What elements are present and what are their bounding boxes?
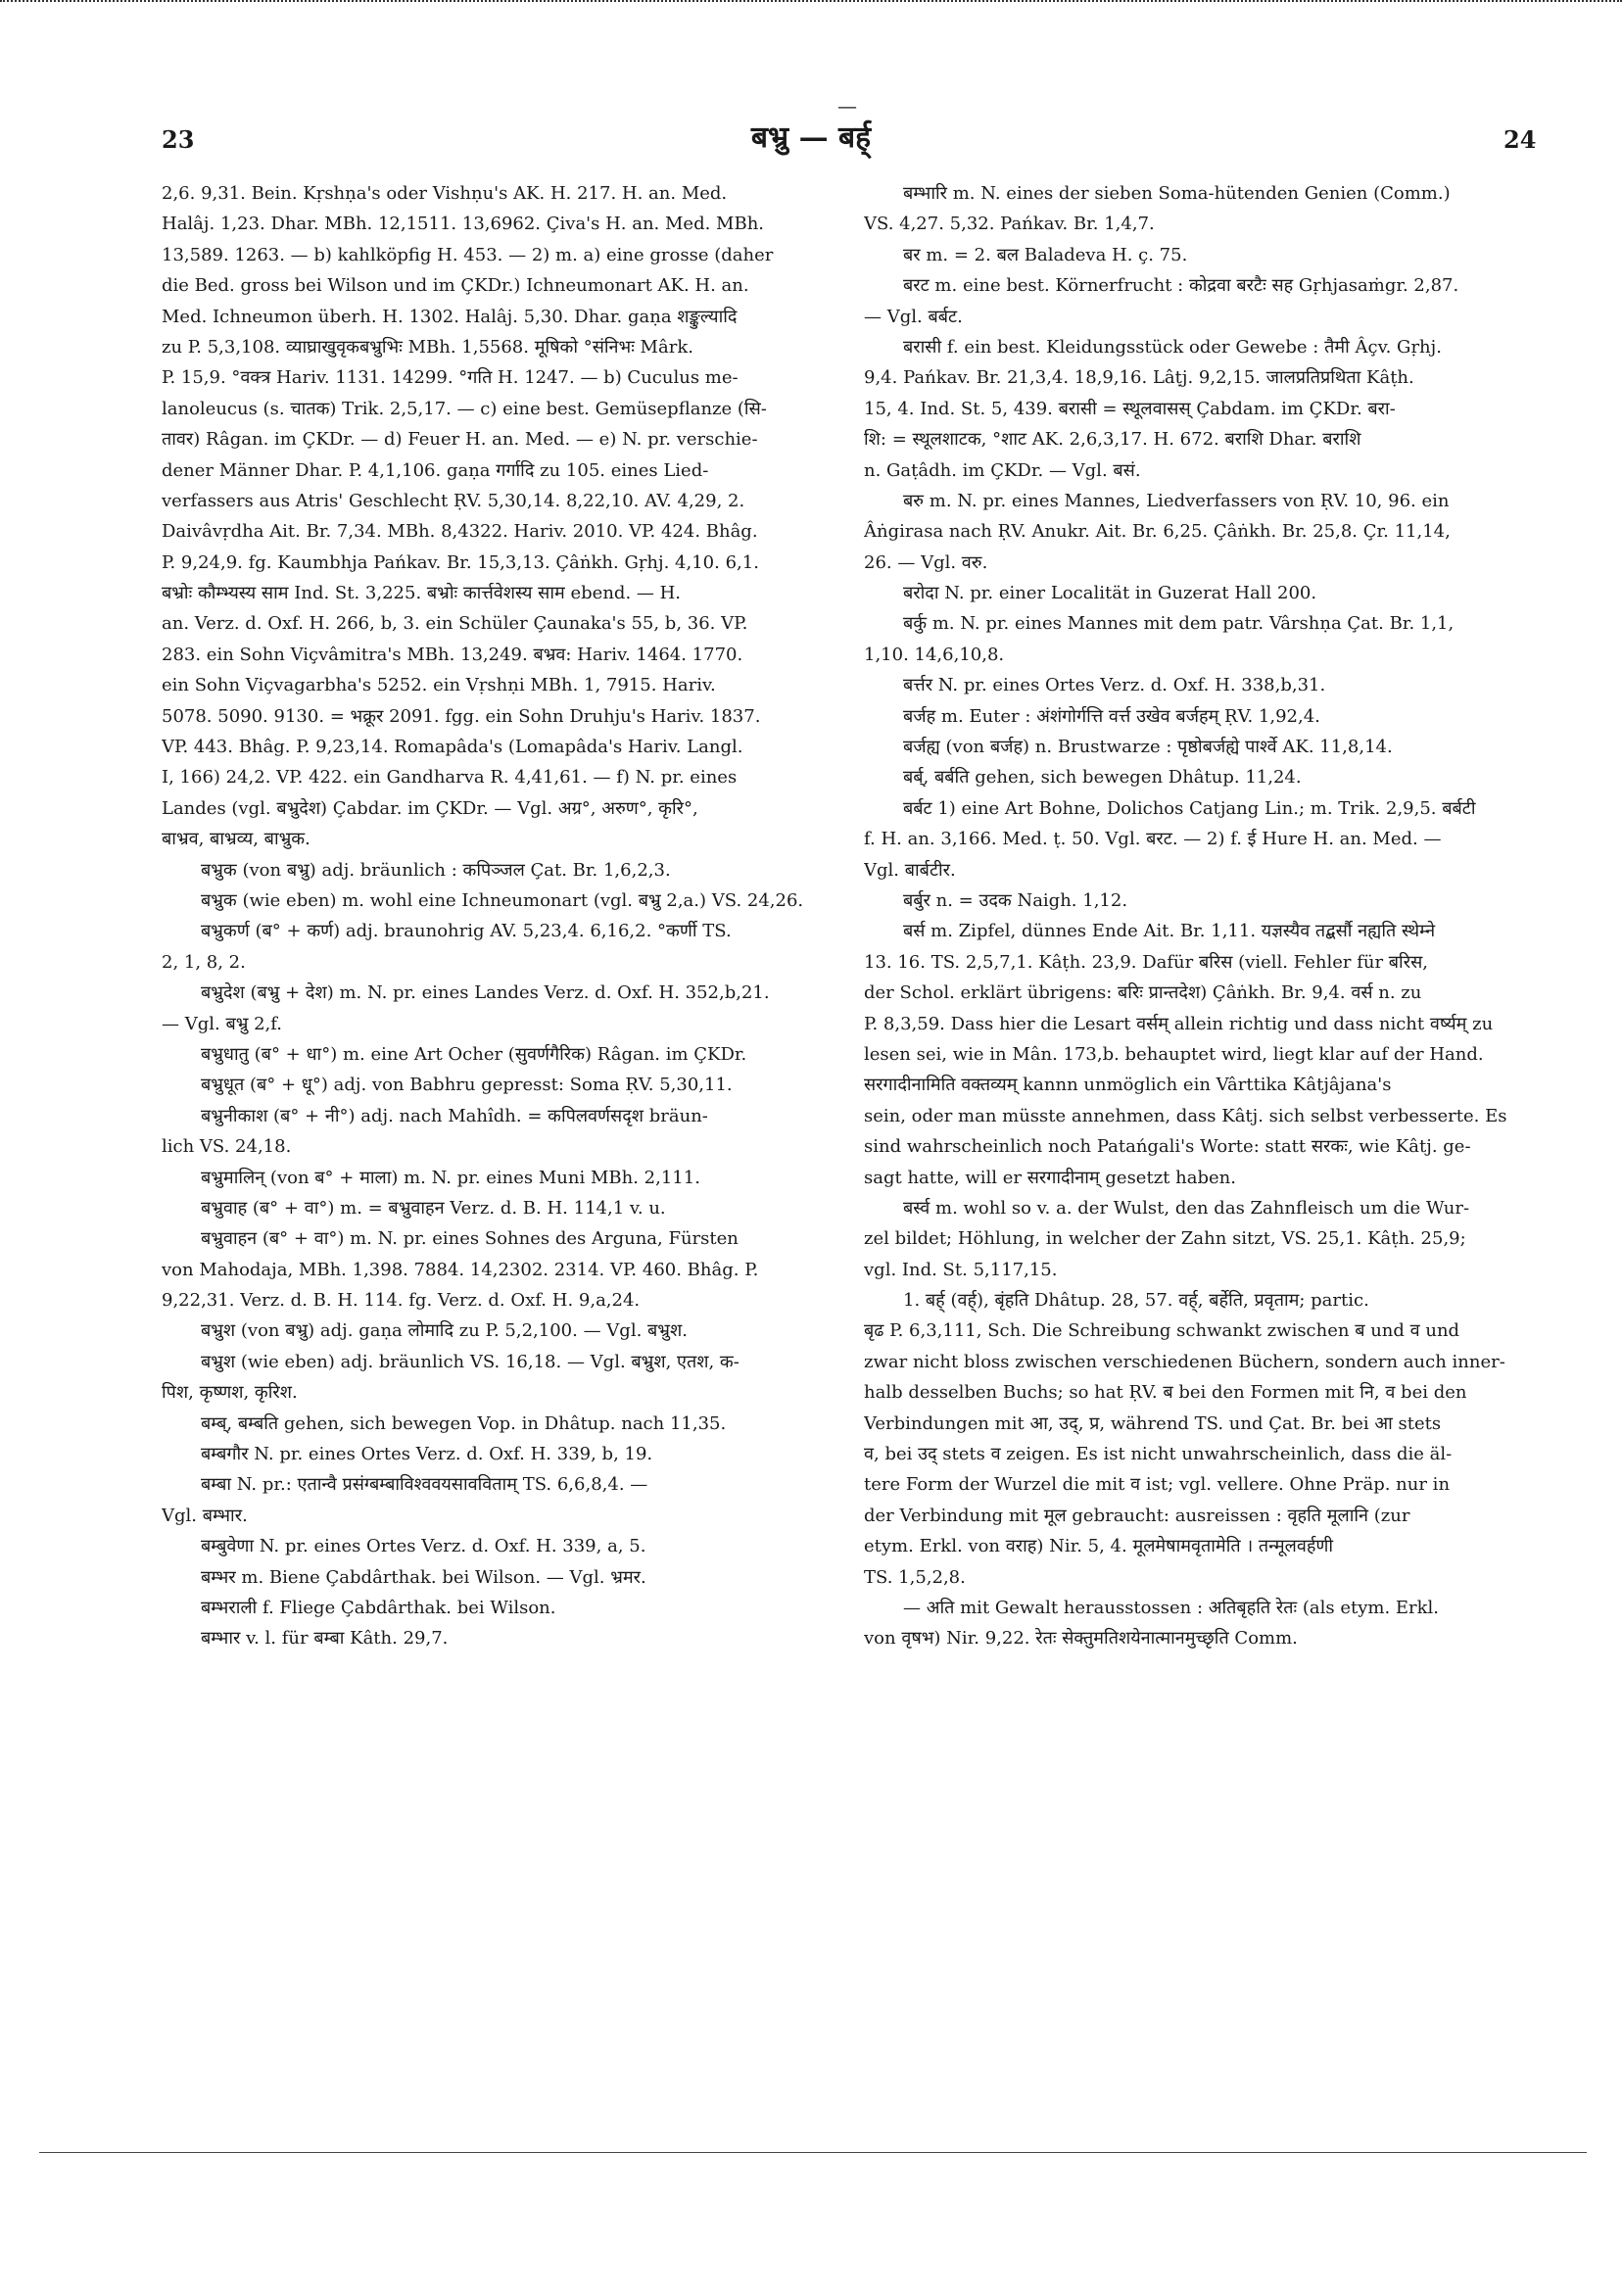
text-line: बर्जह्य (von बर्जह) n. Brustwarze : पृष्ठोबर्जह्ये पार्श्वे AK. 11,8,14. [903,737,1393,758]
text-line: P. 8,3,59. Dass hier die Lesart वर्सम् allein richtig und dass nicht वर्ष्यम् zu [864,1013,1494,1034]
text-line: von Mahodaja, MBh. 1,398. 7884. 14,2302. 2314. VP. 460. Bhâg. P. [162,1259,759,1280]
text-line: 2, 1, 8, 2. [162,951,246,973]
top-border [0,0,1622,12]
text-line: 283. ein Sohn Viçvâmitra's MBh. 13,249. बभ्रव: Hariv. 1464. 1770. [162,644,743,665]
text-line: lich VS. 24,18. [162,1136,292,1158]
text-line: Landes (vgl. बभ्रुदेश) Çabdar. im ÇKDr. — Vgl. अग्र°, अरुण°, कृरि°, [162,797,698,819]
text-line: बर्त्तर N. pr. eines Ortes Verz. d. Oxf. H. 338,b,31. [903,675,1326,696]
text-line: P. 15,9. °वक्त्र Hariv. 1131. 14299. °गति H. 1247. — b) Cuculus me- [162,367,739,389]
text-line: बर्जह m. Euter : अंशंगोर्गत्ति वर्त्त उखेव बर्जहम् ṚV. 1,92,4. [903,705,1320,727]
text-line: TS. 1,5,2,8. [864,1566,966,1588]
text-line: बर m. = 2. बल Baladeva H. ç. 75. [903,244,1188,265]
text-line: n. Gaṭâdh. im ÇKDr. — Vgl. बसं. [864,459,1141,481]
text-line: dener Männer Dhar. P. 4,1,106. gaṇa गर्गादि zu 105. eines Lied- [162,459,709,481]
text-line: बर्स्व m. wohl so v. a. der Wulst, den das Zahnfleisch um die Wur- [903,1197,1470,1219]
text-line: बभ्रुश (von बभ्रु) adj. gaṇa लोमादि zu P. 5,2,100. — Vgl. बभ्रुश. [201,1320,688,1342]
text-line: बम्बगौर N. pr. eines Ortes Verz. d. Oxf. H. 339, b, 19. [201,1444,653,1465]
text-line: शि: = स्थूलशाटक, °शाट AK. 2,6,3,17. H. 672. बराशि Dhar. बराशि [864,429,1361,451]
text-line: halb desselben Buchs; so hat ṚV. ब bei den Formen mit नि, व bei den [864,1382,1467,1404]
text-line: I, 166) 24,2. VP. 422. ein Gandharva R. 4,41,61. — f) N. pr. eines [162,767,738,789]
text-line: बर्ब्, बर्बति gehen, sich bewegen Dhâtup. 11,24. [903,767,1302,789]
text-line: zel bildet; Höhlung, in welcher der Zahn sitzt, VS. 25,1. Kâṭh. 25,9; [864,1228,1466,1250]
text-line: तावर) Râgan. im ÇKDr. — d) Feuer H. an. Med. — e) N. pr. verschie- [162,429,758,451]
text-line: die Bed. gross bei Wilson und im ÇKDr.) Ichneumonart AK. H. an. [162,275,749,297]
text-line: बम्बुवेणा N. pr. eines Ortes Verz. d. Oxf. H. 339, a, 5. [201,1536,646,1557]
text-line: Halâj. 1,23. Dhar. MBh. 12,1511. 13,6962. Çiva's H. an. Med. MBh. [162,214,765,235]
page-number-left: 23 [162,125,195,154]
text-line: 1,10. 14,6,10,8. [864,644,1005,665]
text-line: — अति mit Gewalt herausstossen : अतिबृहति रेतः (als etym. Erkl. [903,1597,1440,1618]
text-line: P. 9,24,9. fg. Kaumbhja Pańkav. Br. 15,3,13. Çâṅkh. Gṛhj. 4,10. 6,1. [162,551,759,573]
text-line: 13,589. 1263. — b) kahlköpfig H. 453. — 2) m. a) eine grosse (daher [162,244,774,265]
text-line: बम्भार v. l. für बम्बा Kâth. 29,7. [201,1628,449,1650]
text-line: बभ्रोः कौम्भ्यस्य साम Ind. St. 3,225. बभ्रोः कार्त्तवेशस्य साम ebend. — H. [162,583,682,604]
text-line: lanoleucus (s. चातक) Trik. 2,5,17. — c) eine best. Gemüsepflanze (सि- [162,398,767,419]
right-column [864,178,1540,1654]
text-line: sind wahrscheinlich noch Patańgali's Worte: statt सरकः, wie Kâtj. ge- [864,1136,1471,1158]
header-mark: — [837,94,857,118]
text-line: lesen sei, wie in Mân. 173,b. behauptet wird, liegt klar auf der Hand. [864,1043,1484,1065]
text-line: बरु m. N. pr. eines Mannes, Liedverfassers von ṚV. 10, 96. ein [903,490,1450,511]
text-line: tere Form der Wurzel die mit व ist; vgl. vellere. Ohne Präp. nur in [864,1474,1451,1496]
page-number-right: 24 [1503,125,1537,154]
text-line: etym. Erkl. von वराह) Nir. 5, 4. मूलमेषामवृतामेति । तन्मूलवर्हणी [864,1536,1334,1557]
text-line: बृढ P. 6,3,111, Sch. Die Schreibung schwankt zwischen ब und व und [864,1320,1460,1342]
text-line: Med. Ichneumon überh. H. 1302. Halâj. 5,30. Dhar. gaṇa शङ्कुल्यादि [162,306,738,327]
text-line: बम्भराली f. Fliege Çabdârthak. bei Wilson. [201,1597,556,1618]
text-line: 2,6. 9,31. Bein. Kṛshṇa's oder Vishṇu's AK. H. 217. H. an. Med. [162,183,728,204]
text-line: बरासी f. ein best. Kleidungsstück oder Gewebe : तैमी Âçv. Gṛhj. [903,336,1442,358]
text-line: — Vgl. बभ्रु 2,f. [162,1013,283,1034]
text-line: बभ्रुधूत (ब° + धू°) adj. von Babhru gepresst: Soma ṚV. 5,30,11. [201,1075,733,1096]
text-line: बम्ब्, बम्बति gehen, sich bewegen Vop. in Dhâtup. nach 11,35. [201,1412,727,1434]
text-line: बभ्रुक (von बभ्रु) adj. bräunlich : कपिञ्जल Çat. Br. 1,6,2,3. [201,859,671,881]
text-line: sein, oder man müsste annehmen, dass Kâtj. sich selbst verbesserte. Es [864,1105,1507,1126]
text-line: Daivâvṛdha Ait. Br. 7,34. MBh. 8,4322. Hariv. 2010. VP. 424. Bhâg. [162,521,758,543]
text-line: 15, 4. Ind. St. 5, 439. बरासी = स्थूलवासस् Çabdam. im ÇKDr. बरा- [864,398,1396,419]
text-line: बम्भर m. Biene Çabdârthak. bei Wilson. — Vgl. भ्रमर. [201,1566,646,1588]
text-line: VS. 4,27. 5,32. Pańkav. Br. 1,4,7. [864,214,1155,235]
text-line: 26. — Vgl. वरु. [864,551,988,573]
text-line: 5078. 5090. 9130. = भक्रूर 2091. fgg. ein Sohn Druhju's Hariv. 1837. [162,705,761,727]
text-line: 9,4. Pańkav. Br. 21,3,4. 18,9,16. Lâṭj. 9,2,15. जालप्रतिप्रथिता Kâṭh. [864,367,1414,389]
text-line: vgl. Ind. St. 5,117,15. [864,1259,1058,1280]
text-line: बभ्रुवाह (ब° + वा°) m. = बभ्रुवाहन Verz. d. B. H. 114,1 v. u. [201,1197,666,1219]
text-line: बरट m. eine best. Körnerfrucht : कोद्रवा बरटैः सह Gṛhjasaṁgr. 2,87. [903,275,1459,297]
text-line: बभ्रुकर्ण (ब° + कर्ण) adj. braunohrig AV. 5,23,4. 6,16,2. °कर्णी TS. [201,921,732,942]
text-line: बर्कु m. N. pr. eines Mannes mit dem patr. Vârshṇa Çat. Br. 1,1, [903,613,1455,635]
text-line: 13. 16. TS. 2,5,7,1. Kâṭh. 23,9. Dafür बरिस (viell. Fehler für बरिस, [864,951,1428,973]
text-line: बभ्रुनीकाश (ब° + नी°) adj. nach Mahîdh. = कपिलवर्णसदृश bräun- [201,1105,708,1126]
text-line: — Vgl. बर्बट. [864,306,963,327]
text-line: सरगादीनामिति वक्तव्यम् kannn unmöglich ein Vârttika Kâtjâjana's [864,1075,1392,1096]
text-line: व, bei उद् stets व zeigen. Es ist nicht unwahrscheinlich, dass die äl- [864,1444,1453,1465]
text-line: बर्स m. Zipfel, dünnes Ende Ait. Br. 1,11. यज्ञस्यैव तद्बर्सौ नह्यति स्थेम्ने [903,921,1436,942]
footer-rule [39,2152,1587,2153]
text-line: 9,22,31. Verz. d. B. H. 114. fg. Verz. d. Oxf. H. 9,a,24. [162,1290,641,1312]
left-column [162,178,837,1654]
text-line: verfassers aus Atris' Geschlecht ṚV. 5,30,14. 8,22,10. AV. 4,29, 2. [162,490,745,511]
text-line: Verbindungen mit आ, उद्, प्र, während TS. und Çat. Br. bei आ stets [864,1412,1442,1434]
text-line: बभ्रुक (wie eben) m. wohl eine Ichneumonart (vgl. बभ्रु 2,a.) VS. 24,26. [201,889,804,911]
text-line: der Verbindung mit मूल gebraucht: ausreissen : वृहति मूलानि (zur [864,1505,1410,1526]
text-line: बभ्रुश (wie eben) adj. bräunlich VS. 16,18. — Vgl. बभ्रुश, एतश, क- [201,1351,739,1372]
text-line: बरोदा N. pr. einer Localität in Guzerat Hall 200. [903,583,1317,604]
text-line: an. Verz. d. Oxf. H. 266, b, 3. ein Schüler Çaunaka's 55, b, 36. VP. [162,613,748,635]
text-line: बाभ्रव, बाभ्रव्य, बाभ्रुक. [162,829,310,850]
text-line: zu P. 5,3,108. व्याघ्राखुवृकबभ्रुभिः MBh. 1,5568. मूषिको °संनिभः Mârk. [162,336,693,358]
text-line: ein Sohn Viçvagarbha's 5252. ein Vṛshṇi MBh. 1, 7915. Hariv. [162,675,716,696]
text-line: बम्बा N. pr.: एतान्वै प्रसंग्बम्बाविश्ववयसावविताम् TS. 6,6,8,4. — [201,1474,648,1496]
text-line: Vgl. बम्भार. [162,1505,248,1526]
text-line: बभ्रुमालिन् (von ब° + माला) m. N. pr. eines Muni MBh. 2,111. [201,1167,700,1188]
text-line: Âṅgirasa nach ṚV. Anukr. Ait. Br. 6,25. Çâṅkh. Br. 25,8. Çr. 11,14, [864,521,1451,543]
text-line: f. H. an. 3,166. Med. ṭ. 50. Vgl. बरट. — 2) f. ई Hure H. an. Med. — [864,829,1442,850]
text-line: बभ्रुदेश (बभ्रु + देश) m. N. pr. eines Landes Verz. d. Oxf. H. 352,b,21. [201,982,770,1004]
text-line: sagt hatte, will er सरगादीनाम् gesetzt haben. [864,1167,1236,1188]
text-line: zwar nicht bloss zwischen verschiedenen Büchern, sondern auch inner- [864,1351,1505,1372]
text-line: बभ्रुधातु (ब° + धा°) m. eine Art Ocher (सुवर्णगैरिक) Râgan. im ÇKDr. [201,1043,747,1065]
text-line: बम्भारि m. N. eines der sieben Soma-hütenden Genien (Comm.) [903,183,1451,204]
text-line: der Schol. erklärt übrigens: बरिः प्रान्तदेश) Çâṅkh. Br. 9,4. वर्स n. zu [864,982,1422,1004]
text-line: von वृषभ) Nir. 9,22. रेतः सेक्तुमतिशयेनात्मानमुच्छृति Comm. [864,1628,1298,1650]
text-line: Vgl. बार्बटीर. [864,859,956,881]
text-line: पिश, कृष्णश, कृरिश. [162,1382,298,1404]
text-line: बर्बुर n. = उदक Naigh. 1,12. [903,889,1128,911]
text-line: बभ्रुवाहन (ब° + वा°) m. N. pr. eines Sohnes des Arguna, Fürsten [201,1228,739,1250]
text-line: 1. बर्ह् (वर्ह्), बृंहति Dhâtup. 28, 57. वर्ह्, बर्हेति, प्रवृताम; partic. [903,1290,1369,1312]
running-head: बभ्रु — बर्ह् [750,120,872,155]
text-line: बर्बट 1) eine Art Bohne, Dolichos Catjang Lin.; m. Trik. 2,9,5. बर्बटी [903,797,1476,819]
text-line: VP. 443. Bhâg. P. 9,23,14. Romapâda's (Lomapâda's Hariv. Langl. [162,737,743,758]
